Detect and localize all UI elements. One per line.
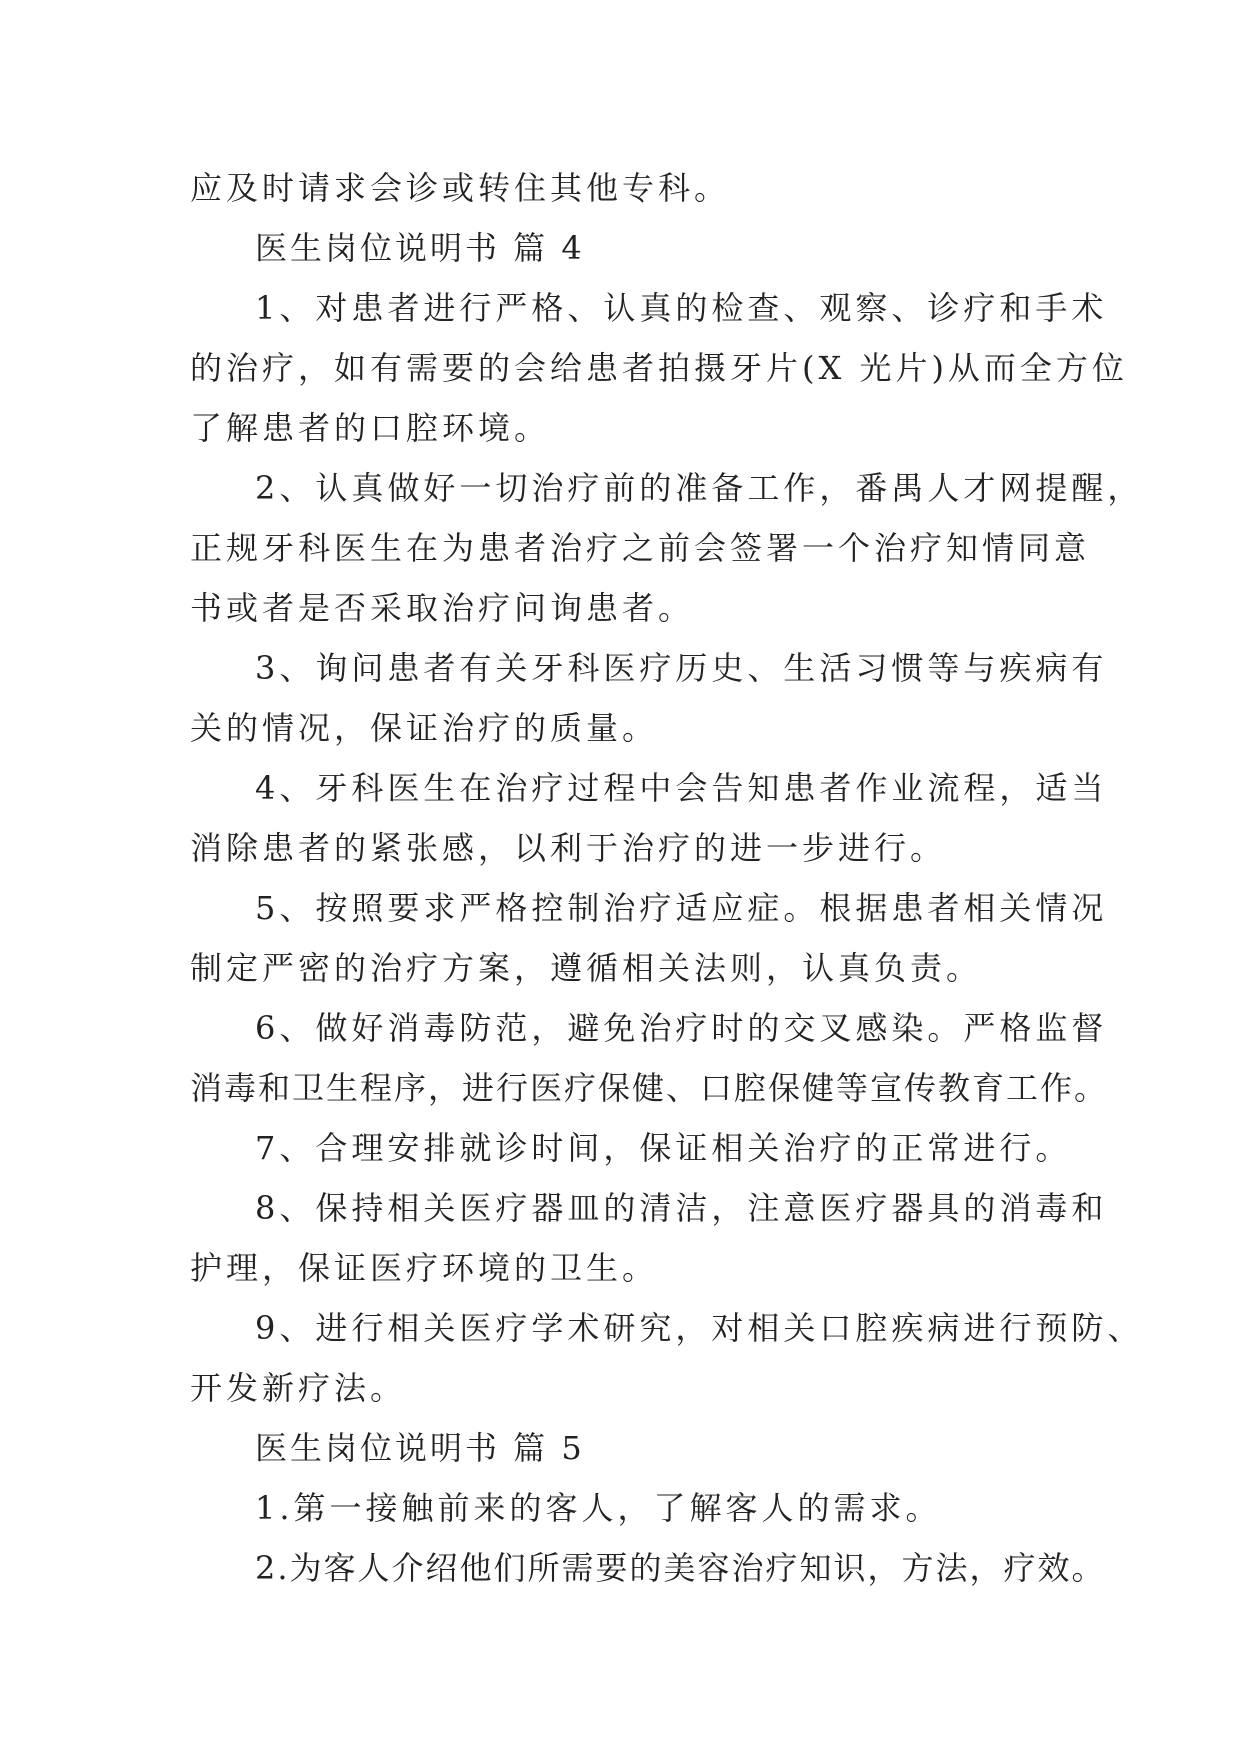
text-line: 8、保持相关医疗器皿的清洁，注意医疗器具的消毒和 [255, 1189, 1108, 1227]
text-line: 正规牙科医生在为患者治疗之前会签署一个治疗知情同意 [190, 529, 1091, 567]
text-line: 3、询问患者有关牙科医疗历史、生活习惯等与疾病有 [255, 649, 1108, 687]
text-line: 5、按照要求严格控制治疗适应症。根据患者相关情况 [255, 889, 1108, 927]
text-line: 6、做好消毒防范，避免治疗时的交叉感染。严格监督 [255, 1009, 1108, 1047]
section-heading: 医生岗位说明书 篇 5 [255, 1429, 585, 1467]
text-line: 1、对患者进行严格、认真的检查、观察、诊疗和手术 [255, 289, 1108, 327]
text-line: 书或者是否采取治疗问询患者。 [190, 589, 695, 627]
text-line: 4、牙科医生在治疗过程中会告知患者作业流程，适当 [255, 769, 1108, 807]
text-line: 9、进行相关医疗学术研究，对相关口腔疾病进行预防、 [255, 1309, 1144, 1347]
text-line: 制定严密的治疗方案，遵循相关法则，认真负责。 [190, 949, 983, 987]
text-line: 2.为客人介绍他们所需要的美容治疗知识，方法，疗效。 [255, 1549, 1106, 1587]
text-line: 护理，保证医疗环境的卫生。 [190, 1249, 659, 1287]
text-line: 关的情况，保证治疗的质量。 [190, 709, 659, 747]
text-line: 消除患者的紧张感，以利于治疗的进一步进行。 [190, 829, 947, 867]
section-heading: 医生岗位说明书 篇 4 [255, 229, 585, 267]
text-line: 7、合理安排就诊时间，保证相关治疗的正常进行。 [255, 1129, 1072, 1167]
text-line: 开发新疗法。 [190, 1369, 407, 1407]
text-line: 了解患者的口腔环境。 [190, 409, 551, 447]
text-line: 1.第一接触前来的客人，了解客人的需求。 [255, 1489, 942, 1527]
text-line: 的治疗，如有需要的会给患者拍摄牙片(X 光片)从而全方位 [190, 349, 1128, 387]
text-line: 2、认真做好一切治疗前的准备工作，番禺人才网提醒， [255, 469, 1144, 507]
text-line: 应及时请求会诊或转住其他专科。 [190, 169, 731, 207]
text-line: 消毒和卫生程序，进行医疗保健、口腔保健等宣传教育工作。 [190, 1069, 1109, 1107]
